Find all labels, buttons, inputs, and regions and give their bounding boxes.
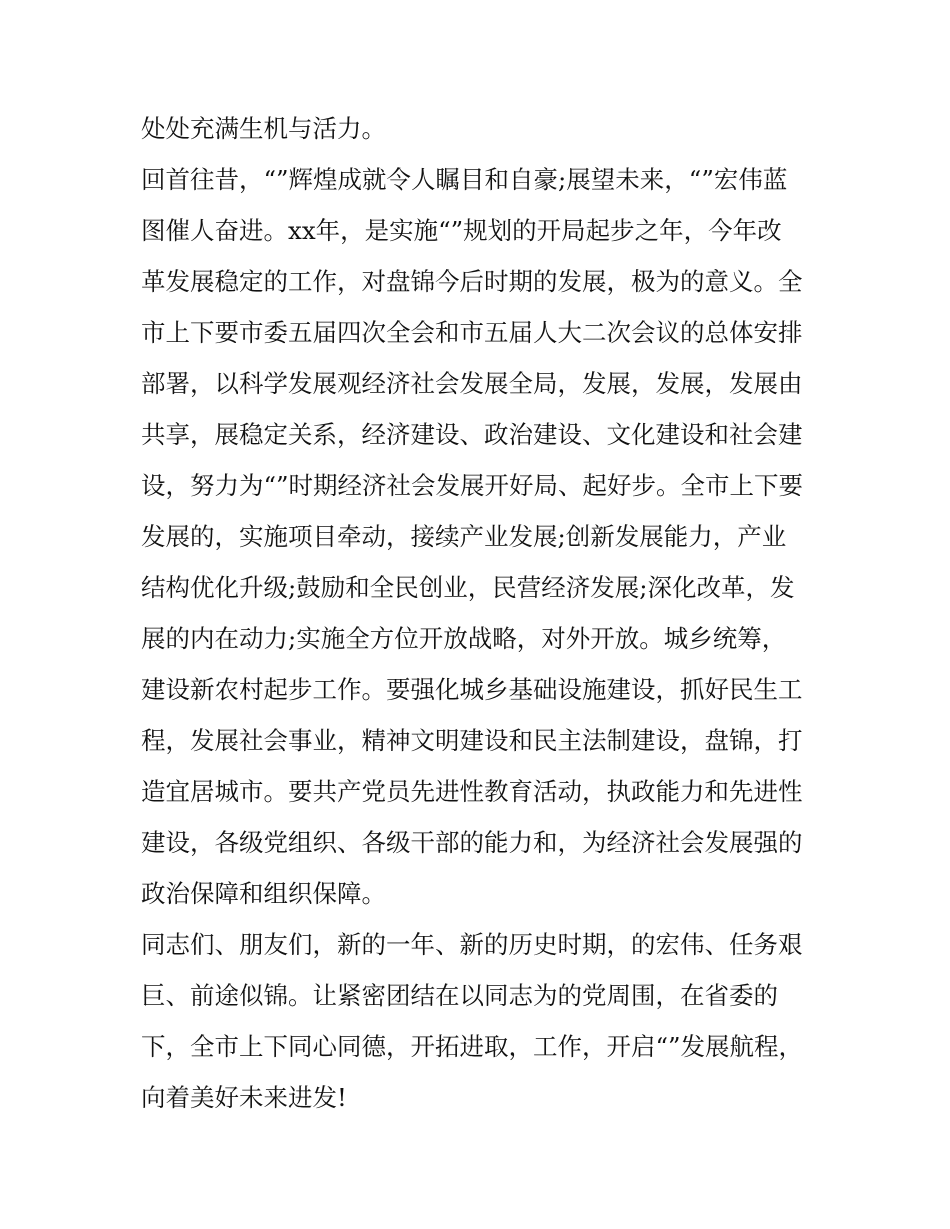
text-line: 程，发展社会事业，精神文明建设和民主法制建设，盘锦，打 bbox=[141, 726, 803, 755]
text-line: 展的内在动力;实施全方位开放战略，对外开放。城乡统筹， bbox=[141, 624, 787, 653]
text-line: 设，努力为“”时期经济社会发展开好局、起好步。全市上下要 bbox=[141, 471, 804, 500]
text-line: 政治保障和组织保障。 bbox=[141, 879, 386, 908]
text-line: 市上下要市委五届四次全会和市五届人大二次会议的总体安排 bbox=[141, 318, 803, 347]
text-line: 下，全市上下同心同德，开拓进取，工作，开启“”发展航程， bbox=[141, 1032, 804, 1061]
text-line: 图催人奋进。xx年，是实施“”规划的开局起步之年，今年改 bbox=[141, 216, 782, 245]
text-line: 造宜居城市。要共产党员先进性教育活动，执政能力和先进性 bbox=[141, 777, 803, 806]
text-line: 建设新农村起步工作。要强化城乡基础设施建设，抓好民生工 bbox=[141, 675, 803, 704]
text-line: 革发展稳定的工作，对盘锦今后时期的发展，极为的意义。全 bbox=[141, 267, 803, 296]
text-line: 回首往昔，“”辉煌成就令人瞩目和自豪;展望未来，“”宏伟蓝 bbox=[141, 165, 788, 194]
text-line: 共享，展稳定关系，经济建设、政治建设、文化建设和社会建 bbox=[141, 420, 803, 449]
text-line: 发展的，实施项目牵动，接续产业发展;创新发展能力，产业 bbox=[141, 522, 787, 551]
document-body bbox=[141, 103, 821, 1123]
text-line: 建设，各级党组织、各级干部的能力和，为经济社会发展强的 bbox=[141, 828, 803, 857]
text-line: 结构优化升级;鼓励和全民创业，民营经济发展;深化改革，发 bbox=[141, 573, 795, 602]
text-line: 向着美好未来进发! bbox=[141, 1083, 347, 1112]
text-line: 处处充满生机与活力。 bbox=[141, 114, 386, 143]
text-line: 同志们、朋友们，新的一年、新的历史时期，的宏伟、任务艰 bbox=[141, 930, 803, 959]
text-line: 巨、前途似锦。让紧密团结在以同志为的党周围，在省委的 bbox=[141, 981, 778, 1010]
text-line: 部署，以科学发展观经济社会发展全局，发展，发展，发展由 bbox=[141, 369, 803, 398]
